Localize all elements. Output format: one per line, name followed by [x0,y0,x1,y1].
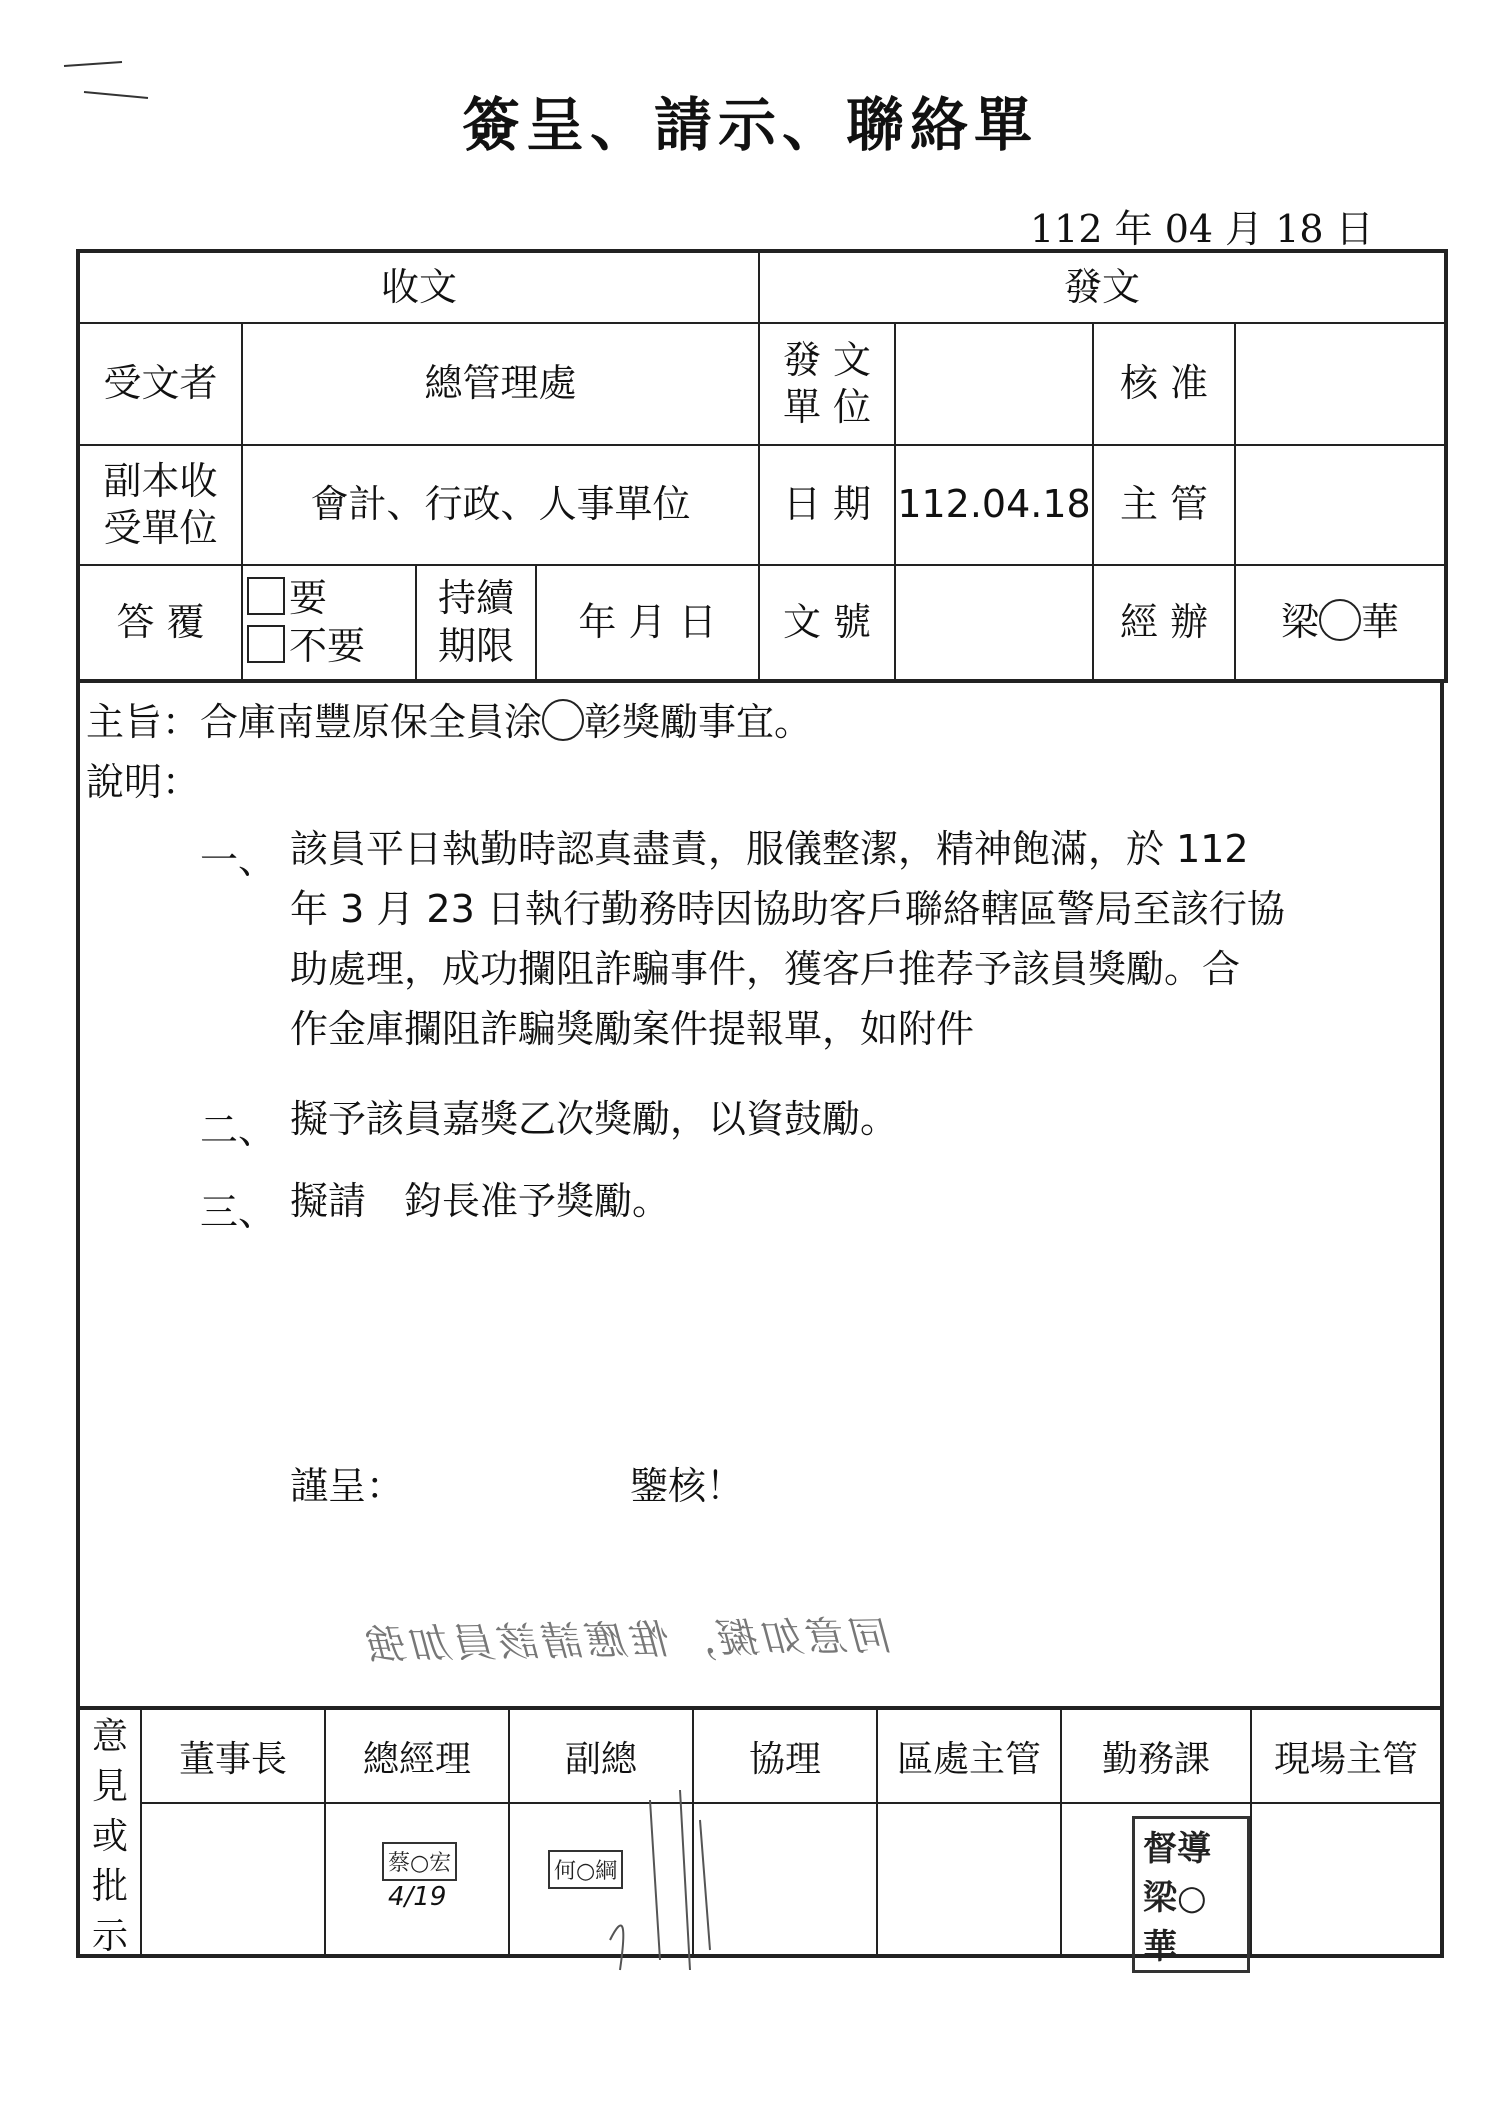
recipient-value: 總管理處 [242,323,759,445]
reply-label: 答 覆 [78,565,242,681]
stamp-gm-date: 4/19 [388,1882,447,1912]
handwritten-comment: 同意如擬，惟應請該員加強 [364,1613,894,1669]
explanation-heading: 說明： [86,760,201,804]
closing-review: 鑒核！ [630,1464,745,1508]
outgoing-header: 發文 [759,251,1446,323]
item-1-text: 該員平日執勤時認真盡責，服儀整潔，精神飽滿，於 112 年 3 月 23 日執行勤務時因協助客戶聯絡轄區警局至該行協 助處理，成功攔阻詐騙事件，獲客戶推荐予該員獎勵。合 作金庫攔阻詐騙獎勵案件提報單，如附件 [290,827,1285,1051]
approval-col-vp: 副總 何○綱 [510,1710,694,1954]
approval-col-assoc: 協理 [694,1710,878,1954]
issuing-unit-value [895,323,1093,445]
opinion-label: 意 見 或 批 示 [80,1710,142,1954]
reply-no-checkbox[interactable] [247,625,285,663]
reply-yes-checkbox[interactable] [247,577,285,615]
item-2-text: 擬予該員嘉獎乙次獎勵，以資鼓勵。 [290,1097,899,1141]
date-value: 112.04.18 [895,445,1093,565]
handler-value: 梁 華 [1235,565,1446,681]
document-body [76,679,1444,1706]
stamp-site-supervisor: 督導梁○華 [1132,1816,1250,1973]
document-title: 簽呈、請示、聯絡單 [461,91,1038,159]
item-3-text: 擬請 鈞長准予獎勵。 [290,1179,671,1223]
approval-col-region: 區處主管 [878,1710,1062,1954]
duration-ymd: 年 月 日 [536,565,759,681]
supervisor-label: 主 管 [1093,445,1235,565]
redaction-circle [542,699,584,741]
cc-value: 會計、行政、人事單位 [242,445,759,565]
date-label: 日 期 [759,445,895,565]
approve-label: 核 准 [1093,323,1235,445]
item-3-number: 三、 [200,1190,277,1234]
doc-no-value [895,565,1093,681]
reply-options: 要 不要 [242,565,416,681]
subject-line: 主旨：合庫南豐原保全員涂 彰獎勵事宜。 [86,700,813,744]
approval-col-gm: 總經理 蔡○宏 4/19 [326,1710,510,1954]
item-2-number: 二、 [200,1108,277,1152]
handler-label: 經 辦 [1093,565,1235,681]
approval-col-site: 現場主管 [1252,1710,1440,1954]
incoming-header: 收文 [78,251,759,323]
stamp-vp: 何○綱 [548,1850,623,1889]
document-date: 112 年 04 月 18 日 [1030,207,1374,251]
closing-submit: 謹呈： [290,1464,405,1508]
header-form-table [76,249,1448,683]
item-1-number: 一、 [200,838,277,882]
approval-col-chairman: 董事長 [142,1710,326,1954]
issuing-unit-label: 發 文 單 位 [759,323,895,445]
stamp-gm: 蔡○宏 [382,1842,457,1881]
recipient-label: 受文者 [78,323,242,445]
approval-section [76,1706,1444,1967]
redaction-circle [1319,599,1361,641]
duration-label: 持續 期限 [416,565,536,681]
doc-no-label: 文 號 [759,565,895,681]
approve-value [1235,323,1446,445]
cc-label: 副本收 受單位 [78,445,242,565]
approval-col-duty: 勤務課 督導梁○華 [1062,1710,1252,1954]
supervisor-value [1235,445,1446,565]
